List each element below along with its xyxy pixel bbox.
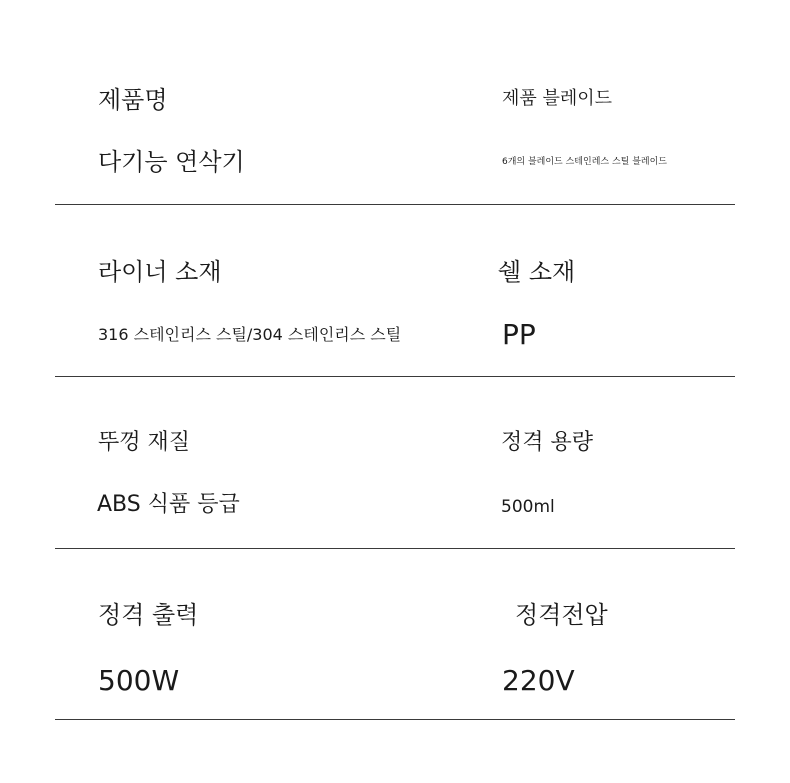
section-divider bbox=[55, 719, 735, 720]
section-divider bbox=[55, 376, 735, 377]
rated-capacity-title: 정격 용량 bbox=[501, 430, 594, 455]
rated-voltage-title: 정격전압 bbox=[515, 601, 608, 629]
rated-power-title: 정격 출력 bbox=[98, 601, 199, 629]
lid-material-value: ABS 식품 등급 bbox=[97, 492, 240, 517]
liner-material-title: 라이너 소재 bbox=[98, 258, 222, 286]
rated-voltage-value: 220V bbox=[502, 664, 575, 697]
blade-title: 제품 블레이드 bbox=[502, 88, 613, 109]
section-divider bbox=[55, 548, 735, 549]
section-divider bbox=[55, 204, 735, 205]
rated-capacity-value: 500ml bbox=[501, 497, 555, 517]
product-name-value: 다기능 연삭기 bbox=[98, 148, 245, 176]
rated-power-value: 500W bbox=[98, 664, 180, 697]
lid-material-title: 뚜껑 재질 bbox=[98, 430, 191, 455]
product-name-title: 제품명 bbox=[98, 86, 168, 114]
shell-material-title: 쉘 소재 bbox=[498, 258, 576, 286]
liner-material-value: 316 스테인리스 스틸/304 스테인리스 스틸 bbox=[98, 325, 402, 344]
shell-material-value: PP bbox=[502, 318, 536, 351]
blade-value: 6개의 블레이드 스테인레스 스틸 블레이드 bbox=[502, 157, 667, 167]
